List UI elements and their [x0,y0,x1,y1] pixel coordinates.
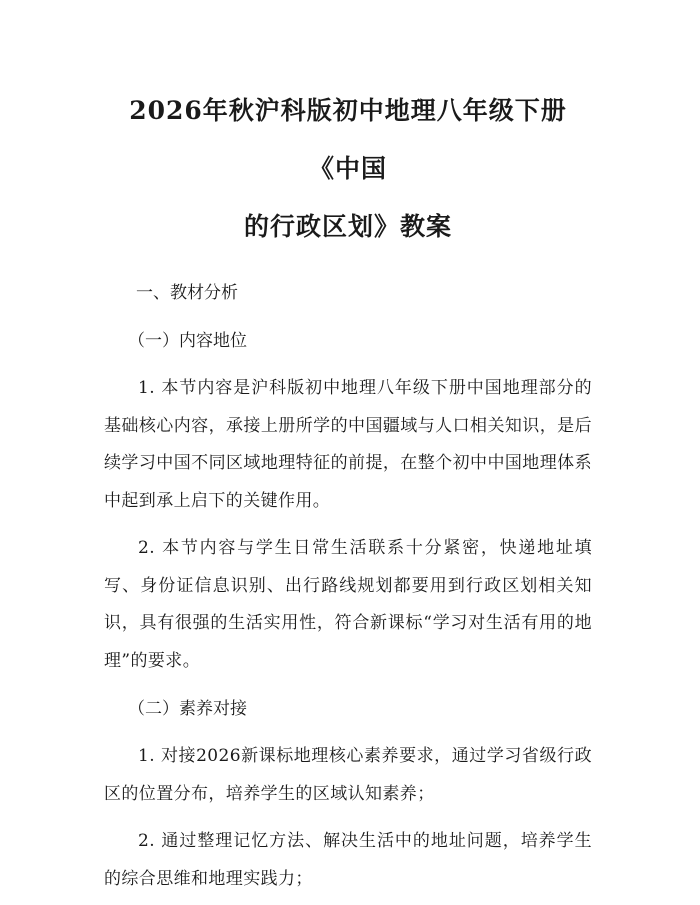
paragraph-literacy-alignment-2: 2. 通过整理记忆方法、解决生活中的地址问题，培养学生的综合思维和地理实践力； [104,831,592,889]
subsection-heading-content-position: （一）内容地位 [128,331,247,351]
section-heading-textbook-analysis: 一、教材分析 [136,283,238,303]
paragraph-content-position-2: 2. 本节内容与学生日常生活联系十分紧密，快递地址填写、身份证信息识别、出行路线规划都要用到行政区划相关知识，具有很强的生活实用性，符合新课标“学习对生活有用的地理”的要求。 [104,538,592,671]
title-line-2: 的行政区划》教案 [243,212,452,241]
subsection-heading-literacy-alignment: （二）素养对接 [128,699,247,719]
document-title [104,0,592,256]
title-line-1: 2026年秋沪科版初中地理八年级下册《中国 [129,96,567,183]
paragraph-content-position-1: 1. 本节内容是沪科版初中地理八年级下册中国地理部分的基础核心内容，承接上册所学的中国疆域与人口相关知识，是后续学习中国不同区域地理特征的前提，在整个初中中国地理体系中起到承上启下的关键作用。 [104,378,592,511]
paragraph-literacy-alignment-1: 1. 对接2026新课标地理核心素养要求，通过学习省级行政区的位置分布，培养学生的区域认知素养； [104,746,592,804]
